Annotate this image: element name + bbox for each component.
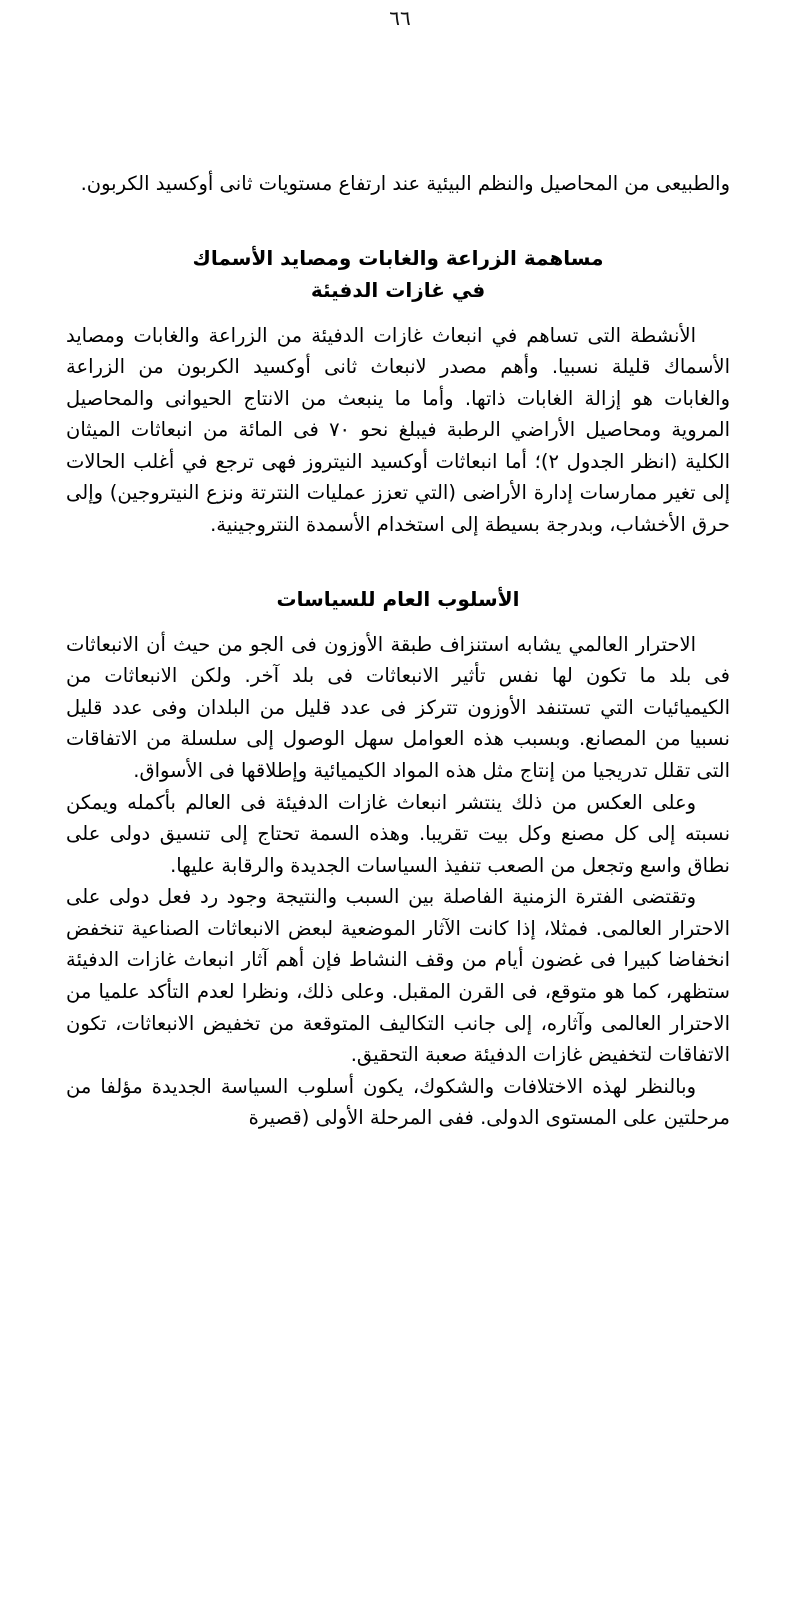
- spacer: [66, 306, 730, 320]
- paragraph-3: وعلى العكس من ذلك ينتشر انبعاث غازات الدفيئة فى العالم بأكمله ويمكن نسبته إلى كل مصنع وكل بيت تقريبا. وهذه السمة تحتاج إلى تنسيق دولى على نطاق واسع وتجعل من الصعب تنفيذ السياسات الجديدة والرقابة عليها.: [66, 790, 730, 877]
- page-number: ٦٦: [389, 6, 411, 30]
- spacer: [66, 615, 730, 629]
- section-heading-line-2: في غازات الدفيئة: [310, 277, 486, 302]
- spacer: [66, 541, 730, 583]
- paragraph-1: الأنشطة التى تساهم في انبعاث غازات الدفيئة من الزراعة والغابات ومصايد الأسماك قليلة نسبيا. وأهم مصدر لانبعاث ثانى أوكسيد الكربون من الزراعة والغابات هو إزالة الغابات ذاتها. وأما ما ينبعث من الانتاج الحيوانى والمحاصيل المروية ومحاصيل الأراضي الرطبة فيبلغ نحو ٧٠ فى المائة من انبعاثات الميثان الكلية (انظر الجدول ٢)؛ أما انبعاثات أوكسيد النيتروز فهى ترجع في أغلب الحالات إلى تغير ممارسات إدارة الأراضى (التي تعزز عمليات النترتة ونزع النيتروجين) وإلى حرق الأخشاب، وبدرجة بسيطة إلى استخدام الأسمدة النتروجينية.: [66, 323, 731, 537]
- sub-heading-policies: الأسلوب العام للسياسات: [276, 586, 520, 611]
- page-content: [66, 168, 730, 1134]
- section-heading-line-1: مساهمة الزراعة والغابات ومصايد الأسماك: [192, 245, 604, 270]
- paragraph-2: الاحترار العالمي يشابه استنزاف طبقة الأوزون فى الجو من حيث أن الانبعاثات فى بلد ما تكون لها نفس تأثير الانبعاثات فى بلد آخر. ولكن الانبعاثات من الكيميائيات التي تستنفد الأوزون تتركز فى عدد قليل من البلدان وفى عدد قليل نسبيا من المصانع. وبسبب هذه العوامل سهل الوصول إلى سلسلة من الاتفاقات التى تقلل تدريجيا من إنتاج مثل هذه المواد الكيميائية وإطلاقها فى الأسواق.: [66, 632, 730, 782]
- spacer: [66, 200, 730, 242]
- paragraph-continued: والطبيعى من المحاصيل والنظم البيئية عند ارتفاع مستويات ثانى أوكسيد الكربون.: [80, 172, 730, 195]
- paragraph-4: وتقتضى الفترة الزمنية الفاصلة بين السبب والنتيجة وجود رد فعل دولى على الاحترار العالمى. فمثلا، إذا كانت الآثار الموضعية لبعض الانبعاثات الصناعية تنخفض انخفاضا كبيرا فى غضون أيام من وقف النشاط فإن أهم آثار انبعاث غازات الدفيئة ستظهر، كما هو متوقع، فى القرن المقبل. وعلى ذلك، ونظرا لعدم التأكد علميا من الاحترار العالمى وآثاره، إلى جانب التكاليف المتوقعة من تخفيض الانبعاثات، تكون الاتفاقات لتخفيض غازات الدفيئة صعبة التحقيق.: [66, 885, 730, 1067]
- paragraph-5: وبالنظر لهذه الاختلافات والشكوك، يكون أسلوب السياسة الجديدة مؤلفا من مرحلتين على المستوى الدولى. ففى المرحلة الأولى (قصيرة: [66, 1074, 730, 1130]
